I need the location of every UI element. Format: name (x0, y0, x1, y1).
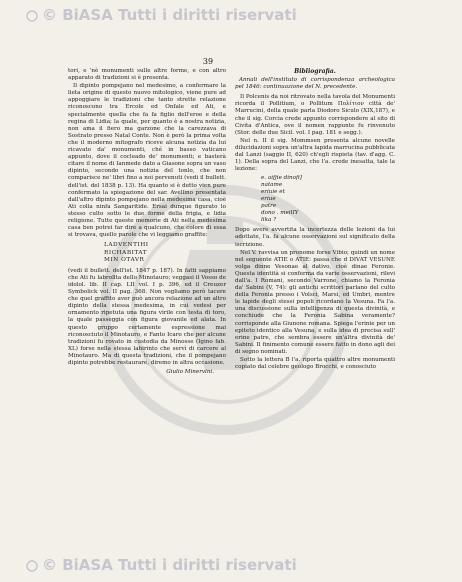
inscription-line-2: RICHABITAT (104, 249, 148, 256)
reading-line-6: dono . meilIY (261, 210, 299, 217)
left-paragraph-3: (vedi il bullett. dell'ist. 1847 p. 187). In fatti sappiamo che Ati fu labrollta dello Minotauro; veggasi il Vosso de idolol. lib. II cap. LII vol. I p. 396, ed il Creuzer Symbolick vol. II pag. 368. Non vogliamo però tacere che quel graffito aver può ancora relazione ad un altro dipinto della stessa medesima, in cui vedesi per ornamento ripetuta una figura virile con testa di toro, la quale passeggia con figura giovanile ed alata. In questo gruppo certamente espressione mai riconosciuto il Minotauro, e Fanto Icaro che per alcune tradizioni fu rovato in custodia da Minosse (Igino fab. XL) forse nella stessa labirinto che servì di carcere al Minotauro. Ma di questa tradizioni, che il pompejano dipinto potrebbe restaurare, diremo in altra occasione. (68, 267, 226, 366)
right-paragraph-2: Nel n. II il sig. Mommsen presenta alcune novelle dilucidazioni sopra un'altra lapida marrucina pubblicata dal Lanzi (saggio II, 620) ch'egli rispieta (tav. d'agg. C. 1). Della sopra del Lanzi, che l'a. crede inesatta, tale la lezione: (235, 137, 395, 173)
left-column (68, 68, 226, 378)
inscription-line-3: MIN OTAVR (104, 257, 145, 264)
section-subtitle: Annali dell'instituto di corrispondenza archeologica pel 1846: continuazione del N. precedente. (235, 77, 395, 91)
reading-line-1: e. aifjie dinofi] (261, 175, 302, 182)
graffito-inscription (104, 242, 226, 265)
right-paragraph-4: Nel V. ravvisa un pronome forse Vibio; quindi un nome nel seguente ATIE o ATIE: passa che d DIVAT VESUNE volga dinne Vesonae al dativo, cioè dinae Feronie. Questa identità si conferma da varie osservazioni, rilevi dall'a. I Romani, secondo Varrone, chiamo la Feronia da' Sabini (V, 74): gli antichi scrittori parlano del culto della Feronia presso i Volsci, Marsi, ed Umbri, mentre le lapide degli stessi popoli ricordano la Vesuna. Fa l'a. una discussione sulla intelligenza di questa divinità, e conchiude che la Feronia Sabina veramente? corrisponde alla Giunone romana. Spiega l'erinie per un epiteto identico alla Vesuna, e sulla idea di precisa sull' erine patre, che sembra essere un'altra divinità de' Sabini. Il finimento comune essere fatto in dono agli dei di segno nominati. (235, 249, 395, 355)
watermark-top (26, 6, 297, 24)
author-signature: Giulio Minervini. (166, 369, 214, 376)
reading-line-5: patre (261, 203, 277, 210)
watermark-bottom (26, 556, 297, 574)
right-paragraph-3: Dopo avere avvertita la incertezza delle lezioni da lui adottate, l'a. fa alcune osservazioni sul significato della iscrizione. (235, 227, 395, 248)
reading-line-4: eriue (261, 196, 276, 203)
right-paragraph-5: Sotto la lettera B l'a. riporta quattro altre monumenti copiato dal celebre geologo Brocchi, e conosciuto (235, 357, 395, 371)
copyright-icon (26, 10, 38, 22)
watermark-top-text: © BiASA Tutti i diritti riservati (42, 6, 297, 24)
right-paragraph-1: Il Polcenis da noi ritrovato nella tavola del Monumenti ricorda il Pollitium, o Pollitum Πολίτιον città de' Marrucini, della quale parla Diodoro Siculo (XIX,187), e che il sig. Corcia crede appunto corrispondere al sito di Civita d'Antica, ove il nomen rappunte fu rinvenuto (Stor. delle due Sicil. vol. I pag. 181 e segg.). (235, 94, 395, 136)
section-title: Bibliografia. (294, 68, 336, 75)
inscription-line-1: LADVENTIHI (104, 242, 149, 249)
inscription-reading (261, 175, 395, 224)
page-number: 39 (202, 57, 214, 66)
right-column (235, 68, 395, 372)
reading-line-3: eriuie et (261, 189, 285, 196)
reading-line-2: natame (261, 182, 283, 189)
reading-line-7: lika ? (261, 217, 277, 224)
copyright-icon (26, 560, 38, 572)
left-paragraph-2: Il dipinto pompejano nel medesimo, a confermare la lieta origine di questo nuovo mitologico, viene pure ad appoggiare le tradizioni che tanto strette relazione riconoscono tra Ercole ed Onfale ed Ati, e specialmente quella che fa fa figlio dell'eroe e della regina di Lidia; la quale, per quanto è a nostra notizia, non ama il fiero ma garzone che la carezzava di Sostrato presso Natal Conte. Non è però la prima volta che il moderno mitografo riceve alcuna notizia da lui ricavato da' monumenti, ché in basso vaticano appunto, dove il cocleado de' monumenti; e basterà citare il nome di Ianmede dato a Giasone sopra un vaso dipinto, secondo una notizia del tonlo, che non comparisce ne' libri fino a noi pervenuti (vedi il bullett. dell'ist. del 1838 p. 13). Ha quanto si è detto vien pure confermato la spiegazione del sar. Avellino presentata dall'altro dipinto pompejano nella medesima casa, cioè Ati colla ninfa Sangaritide. Ersai dunque figurato lo stesso culto sotto le due forme della frigia, e lidia religione. Tutte queste memorie di Ati nella medesima casa ben potrei far dire a qualcuno, che colore di essa si trovava, quello parole che vi leggiamo graffite: (68, 83, 226, 239)
watermark-bottom-text: © BiASA Tutti i diritti riservati (42, 556, 297, 574)
left-paragraph-1: tori, e 'nè monumenti sulle altre forme, e con altro apparato di tradizioni si è presenta. (68, 68, 226, 82)
